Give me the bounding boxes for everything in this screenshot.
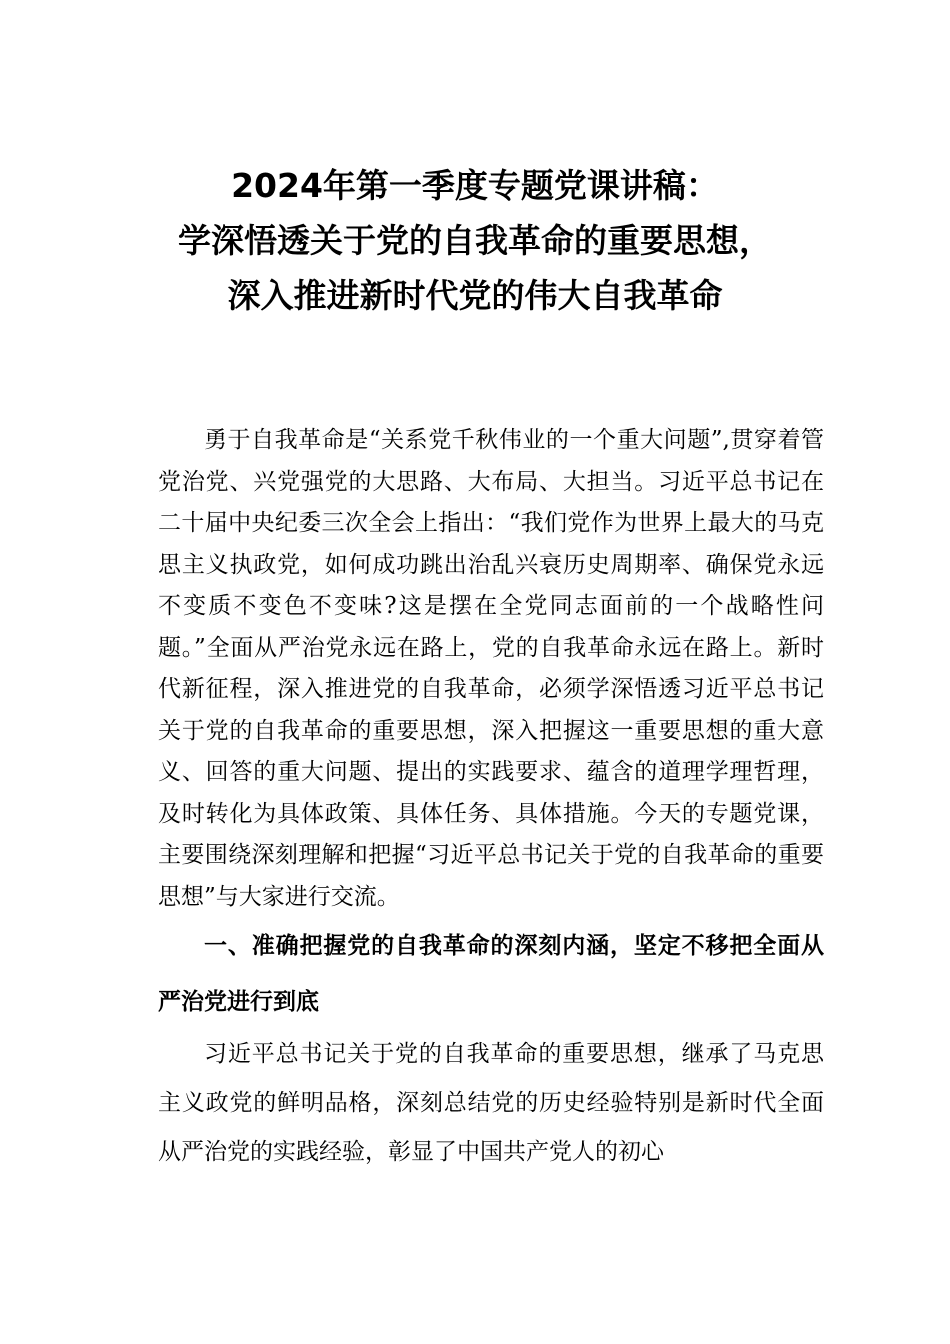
- intro-paragraph: 勇于自我革命是“关系党千秋伟业的一个重大问题”,贯穿着管党治党、兴党强党的大思路、大布局、大担当。习近平总书记在二十届中央纪委三次全会上指出：“我们党作为世界上最大的马克思主义执政党，如何成功跳出治乱兴衰历史周期率、确保党永远不变质不变色不变味?这是摆在全党同志面前的一个战略性问题。”全面从严治党永远在路上，党的自我革命永远在路上。新时代新征程，深入推进党的自我革命，必须学深悟透习近平总书记关于党的自我革命的重要思想，深入把握这一重要思想的重大意义、回答的重大问题、提出的实践要求、蕴含的道理学理哲理，及时转化为具体政策、具体任务、具体措施。今天的专题党课，主要围绕深刻理解和把握“习近平总书记关于党的自我革命的重要思想”与大家进行交流。: [158, 427, 824, 910]
- section-1-paragraph: 习近平总书记关于党的自我革命的重要思想，继承了马克思主义政党的鲜明品格，深刻总结党的历史经验特别是新时代全面从严治党的实践经验，彰显了中国共产党人的初心: [158, 1041, 824, 1165]
- document-body: [158, 420, 824, 1177]
- title-line-2: 学深悟透关于党的自我革命的重要思想，: [178, 221, 772, 260]
- section-heading-1: 一、准确把握党的自我革命的深刻内涵，坚定不移把全面从严治党进行到底: [158, 933, 824, 1015]
- document-title: [0, 158, 950, 323]
- title-line-3: 深入推进新时代党的伟大自我革命: [227, 276, 723, 315]
- title-line-1: 2024年第一季度专题党课讲稿：: [231, 166, 719, 205]
